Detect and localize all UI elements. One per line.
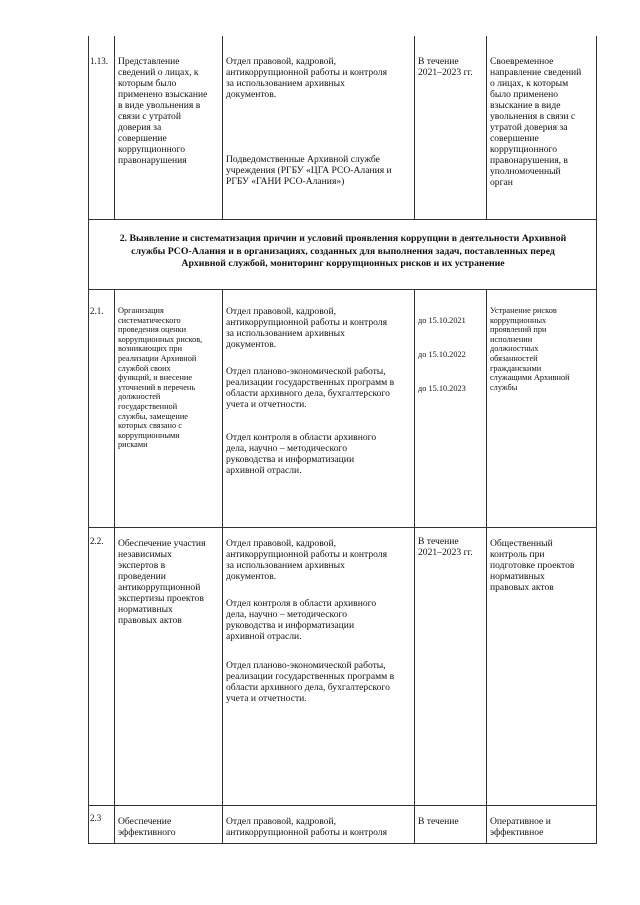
row-term-date: до 15.10.2022 bbox=[418, 349, 466, 359]
row-term-date: до 15.10.2023 bbox=[418, 383, 466, 393]
row-activity: Обеспечение участия независимых экспертов в проведении антикоррупционной экспертизы проектов нормативных правовых актов bbox=[118, 538, 206, 626]
row-term: В течение 2021–2023 гг. bbox=[418, 56, 473, 78]
row-executor: Отдел правовой, кадровой, антикоррупционной работы и контроля за использованием архивных документов. bbox=[226, 56, 388, 100]
column-divider bbox=[222, 36, 223, 219]
row-result: Устранение рисков коррупционных проявлений при исполнении должностных обязанностей гражданскими служащими Архивной службы bbox=[490, 306, 570, 392]
row-term-date: до 15.10.2021 bbox=[418, 315, 466, 325]
row-executor: Отдел планово-экономической работы, реализации государственных программ в области архивного дела, бухгалтерского учета и отчетности. bbox=[226, 660, 395, 704]
row-divider bbox=[88, 527, 597, 528]
column-divider bbox=[222, 289, 223, 844]
row-number: 2.2. bbox=[90, 536, 104, 546]
row-number: 2.1. bbox=[90, 306, 104, 316]
row-divider bbox=[88, 289, 597, 290]
column-divider bbox=[114, 36, 115, 219]
table-border-right bbox=[596, 36, 597, 844]
column-divider bbox=[414, 36, 415, 219]
row-executor: Подведомственные Архивной службе учреждения (РГБУ «ЦГА РСО-Алания и РГБУ «ГАНИ РСО-Алания») bbox=[226, 154, 392, 187]
section-header: 2. Выявление и систематизация причин и условий проявления коррупции в деятельности Архивной службы РСО-Алания и в организациях, созданных для выполнения задач, поставленных перед Архивной службой, мониторинг коррупционных рисков и их устранение bbox=[119, 233, 567, 270]
row-activity: Обеспечение эффективного bbox=[118, 816, 176, 838]
row-result: Оперативное и эффективное bbox=[490, 816, 551, 838]
row-number: 1.13. bbox=[90, 56, 108, 66]
row-result: Общественный контроль при подготовке проектов нормативных правовых актов bbox=[490, 538, 575, 593]
row-term: В течение bbox=[418, 816, 459, 827]
row-executor: Отдел контроля в области архивного дела, научно – методического руководства и информатизации архивной отрасли. bbox=[226, 432, 377, 476]
row-result: Своевременное направление сведений о лицах, к которым было применено взыскание в виде увольнения в связи с утратой доверия за совершение коррупционного правонарушения, в уполномоченный орган bbox=[490, 56, 582, 188]
column-divider bbox=[414, 289, 415, 844]
table-border-bottom bbox=[88, 843, 597, 844]
row-executor: Отдел правовой, кадровой, антикоррупционной работы и контроля bbox=[226, 816, 388, 838]
row-executor: Отдел планово-экономической работы, реализации государственных программ в области архивного дела, бухгалтерского учета и отчетности. bbox=[226, 366, 395, 410]
table-border-left bbox=[88, 36, 89, 844]
row-executor: Отдел контроля в области архивного дела, научно – методического руководства и информатизации архивной отрасли. bbox=[226, 598, 377, 642]
row-divider bbox=[88, 805, 597, 806]
row-divider bbox=[88, 219, 597, 220]
row-executor: Отдел правовой, кадровой, антикоррупционной работы и контроля за использованием архивных документов. bbox=[226, 306, 388, 350]
row-activity: Организация систематического проведения оценки коррупционных рисков, возникающих при реализации Архивной службой своих функций, и внесение уточнений в перечень должностей государственной службы, замещение которых связано с коррупционными рисками bbox=[118, 306, 203, 450]
column-divider bbox=[114, 289, 115, 844]
row-terms bbox=[418, 306, 488, 418]
row-number: 2.3 bbox=[90, 813, 102, 823]
row-term: В течение 2021–2023 гг. bbox=[418, 536, 473, 558]
row-executor: Отдел правовой, кадровой, антикоррупционной работы и контроля за использованием архивных документов. bbox=[226, 538, 388, 582]
row-activity: Представление сведений о лицах, к которым было применено взыскание в виде увольнения в связи с утратой доверия за совершение коррупционного правонарушения bbox=[118, 56, 208, 166]
